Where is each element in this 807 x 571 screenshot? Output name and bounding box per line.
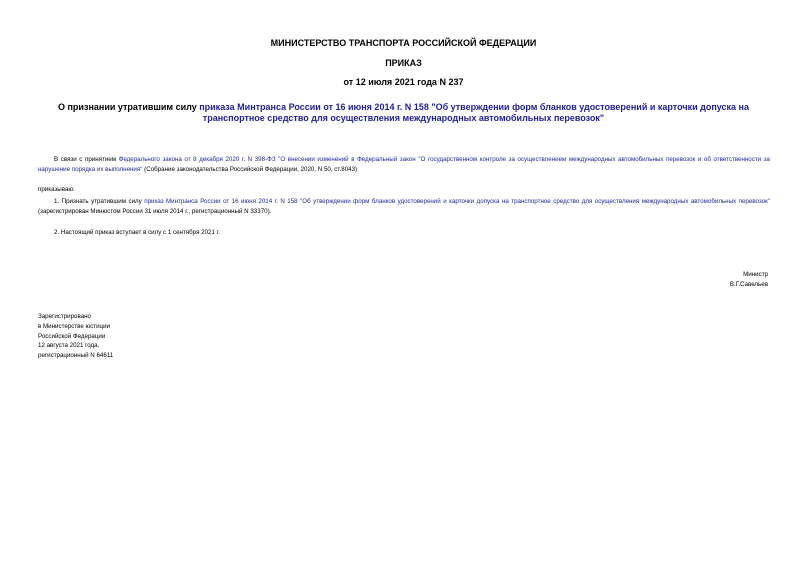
document-date: от 12 июля 2021 года N 237 [343, 77, 464, 87]
registration-line-4: 12 августа 2021 года, [38, 342, 100, 350]
registration-block [38, 312, 238, 361]
p3-suffix: (зарегистрирован Минюстом России 31 июля 2014 г., регистрационный N 33370). [38, 207, 272, 215]
paragraph-preamble [38, 155, 770, 174]
registration-line-2: в Министерстве юстиции [38, 322, 111, 330]
order-158-link[interactable]: приказ Минтранса России от 16 июня 2014 г. N 158 "Об утверждении форм бланков удостоверений и карточки допуска на транспортное средство для осуществления международных автомобильных перевозок" [144, 198, 770, 205]
paragraph-order: приказываю: [38, 186, 75, 193]
signature-block [600, 270, 768, 289]
title-link[interactable]: приказа Минтранса России от 16 июня 2014 г. N 158 "Об утверждении форм бланков удостоверений и карточки допуска на транспортное средство для осуществления международных автомобильных перевозок" [199, 102, 749, 123]
paragraph-item-1 [38, 197, 770, 216]
p1-suffix: (Собрание законодательства Российской Федерации, 2020, N 50, ст.8043) [142, 165, 358, 173]
document-type: ПРИКАЗ [385, 58, 422, 68]
p3-prefix: 1. Признать утратившим силу [54, 198, 145, 205]
registration-line-3: Российской Федерации [38, 332, 106, 340]
title-prefix: О признании утратившим силу [58, 102, 200, 112]
signer-name: В.Г.Савельев [729, 280, 768, 288]
signer-position: Министр [743, 271, 768, 278]
document-title [55, 102, 752, 124]
federal-law-link[interactable]: Федерального закона от 8 декабря 2020 г. N 398-ФЗ "О внесении изменений в Федеральный закон "О государственном контроле за осуществлением международных автомобильных перевозок и об ответственности за нарушение порядка их выполнения" [38, 156, 770, 173]
paragraph-item-2: 2. Настоящий приказ вступает в силу с 1 сентября 2021 г. [54, 229, 220, 236]
registration-line-1: Зарегистрировано [38, 313, 91, 320]
ministry-name: МИНИСТЕРСТВО ТРАНСПОРТА РОССИЙСКОЙ ФЕДЕРАЦИИ [270, 38, 537, 48]
registration-line-5: регистрационный N 64611 [38, 352, 114, 360]
p1-prefix: В связи с принятием [54, 156, 119, 163]
